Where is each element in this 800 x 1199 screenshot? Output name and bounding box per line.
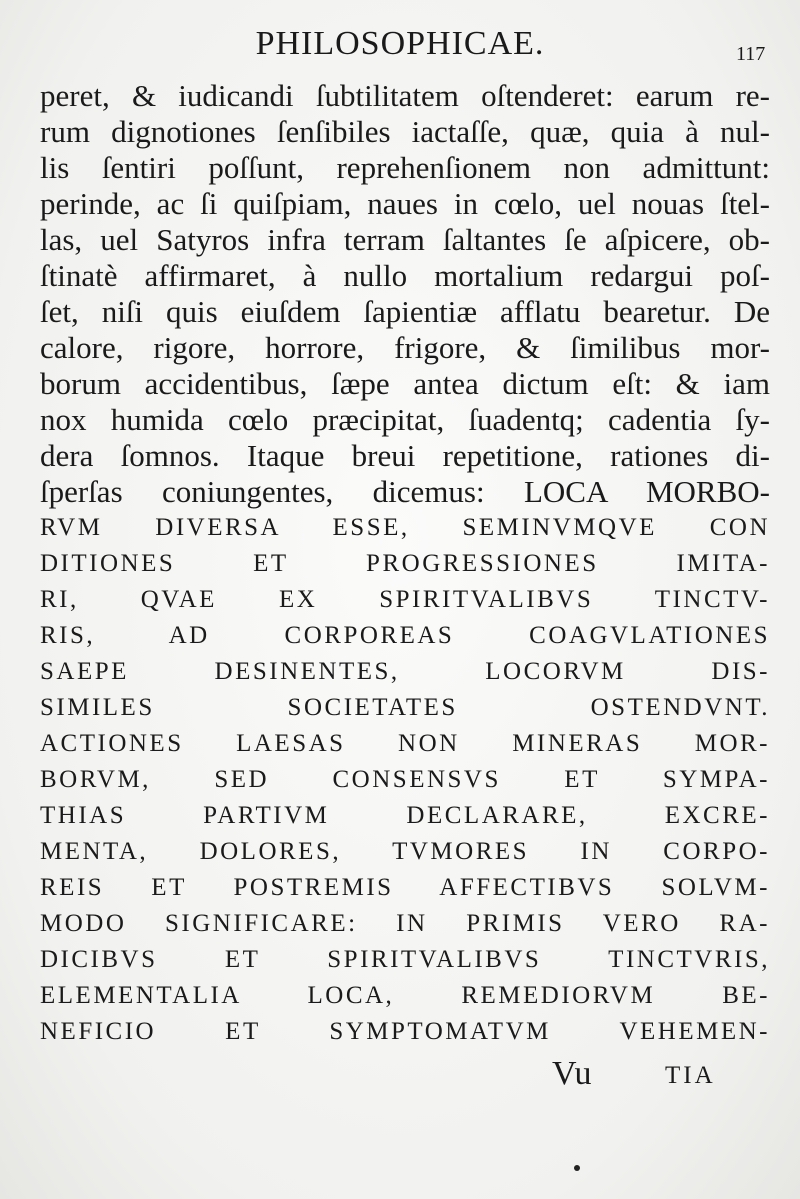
caps-line: BORVM, SED CONSENSVS ET SYMPA- — [40, 766, 770, 793]
caps-line: MODO SIGNIFICARE: IN PRIMIS VERO RA- — [40, 910, 770, 937]
text-line: rum dignotiones ſenſibiles iactaſſe, quæ, quia à nul- — [40, 114, 770, 149]
ink-speck — [574, 1165, 580, 1171]
caps-line: MENTA, DOLORES, TVMORES IN CORPO- — [40, 838, 770, 865]
text-line: dera ſomnos. Itaque breui repetitione, rationes di- — [40, 438, 770, 473]
caps-line: THIAS PARTIVM DECLARARE, EXCRE- — [40, 802, 770, 829]
running-header-title: PHILOSOPHICAE. — [255, 25, 545, 62]
text-line: ſperſas coniungentes, dicemus: LOCA MORBO- — [40, 474, 770, 509]
caps-line: NEFICIO ET SYMPTOMATVM VEHEMEN- — [40, 1018, 770, 1045]
signature-mark: Vu — [552, 1055, 592, 1092]
caps-line: RIS, AD CORPOREAS COAGVLATIONES — [40, 622, 770, 649]
text-line: borum accidentibus, ſæpe antea dictum eſt: & iam — [40, 366, 770, 401]
caps-line: ELEMENTALIA LOCA, REMEDIORVM BE- — [40, 982, 770, 1009]
caps-line: RI, QVAE EX SPIRITVALIBVS TINCTV- — [40, 586, 770, 613]
text-line: las, uel Satyros infra terram ſaltantes ſe aſpicere, ob- — [40, 222, 770, 257]
caps-line: DITIONES ET PROGRESSIONES IMITA- — [40, 550, 770, 577]
text-line: perinde, ac ſi quiſpiam, naues in cœlo, uel nouas ſtel- — [40, 186, 770, 221]
caps-line: ACTIONES LAESAS NON MINERAS MOR- — [40, 730, 770, 757]
caps-line: SAEPE DESINENTES, LOCORVM DIS- — [40, 658, 770, 685]
caps-line: SIMILES SOCIETATES OSTENDVNT. — [40, 694, 770, 721]
caps-line: DICIBVS ET SPIRITVALIBVS TINCTVRIS, — [40, 946, 770, 973]
catchword: TIA — [665, 1062, 716, 1089]
text-line: nox humida cœlo præcipitat, ſuadentq; cadentia ſy- — [40, 402, 770, 437]
text-line: calore, rigore, horrore, frigore, & ſimilibus mor- — [40, 330, 770, 365]
caps-line: REIS ET POSTREMIS AFFECTIBVS SOLVM- — [40, 874, 770, 901]
text-line: ſet, niſi quis eiuſdem ſapientiæ afflatu bearetur. De — [40, 294, 770, 329]
text-line: ſtinatè affirmaret, à nullo mortalium redargui poſ- — [40, 258, 770, 293]
page-number: 117 — [736, 43, 766, 65]
text-line: peret, & iudicandi ſubtilitatem oſtenderet: earum re- — [40, 78, 770, 113]
text-line: lis ſentiri poſſunt, reprehenſionem non admittunt: — [40, 150, 770, 185]
caps-line: RVM DIVERSA ESSE, SEMINVMQVE CON — [40, 514, 770, 541]
